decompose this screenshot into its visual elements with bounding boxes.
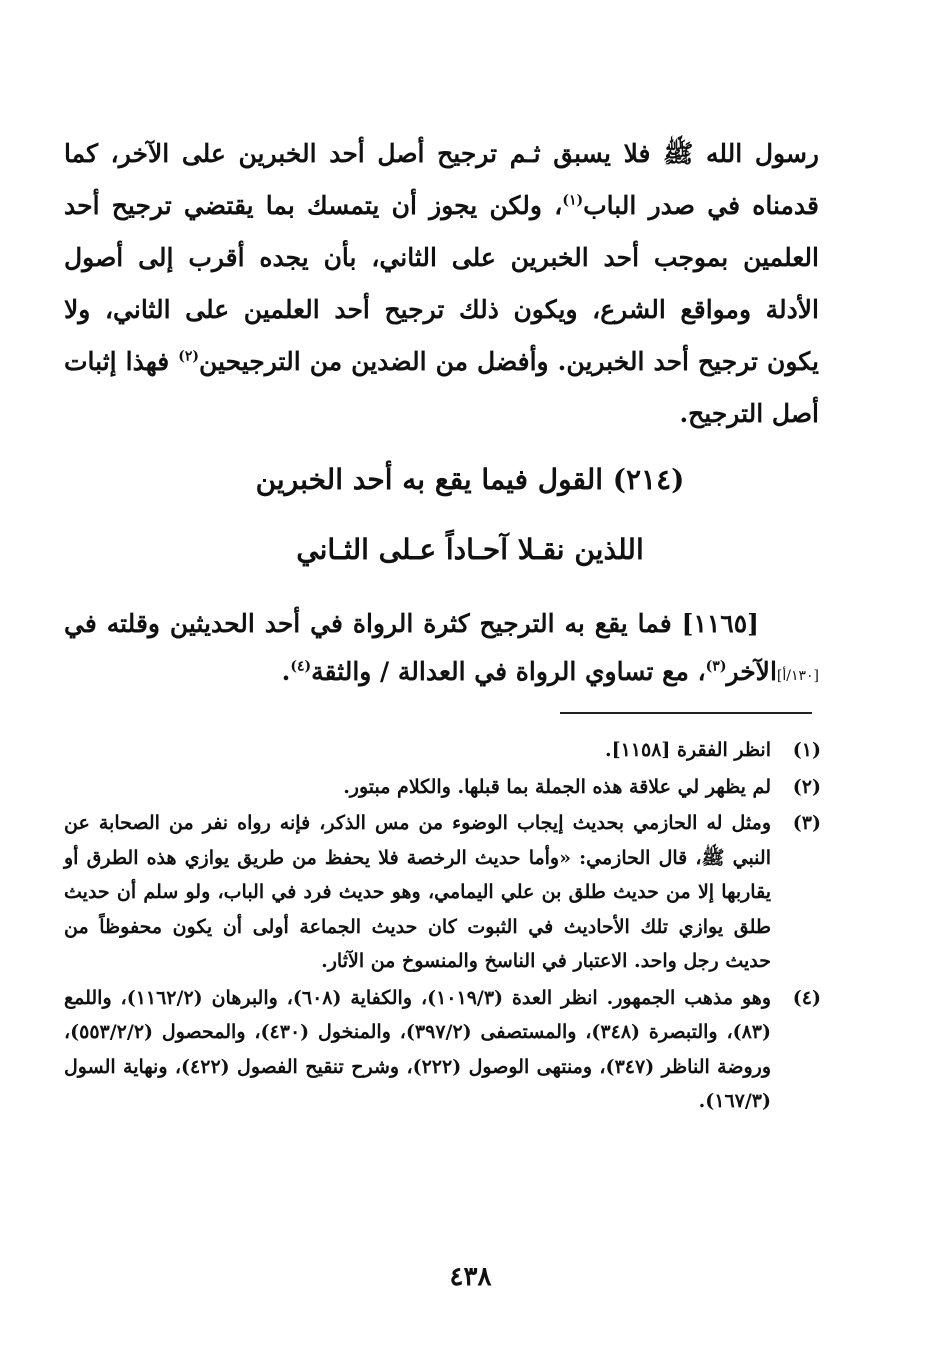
footnote-number: (٤) xyxy=(792,986,821,1009)
paragraph-text: الآخر xyxy=(726,657,777,686)
footnote-text: لم يظهر لي علاقة هذه الجملة بما قبلها. والكلام مبتور. xyxy=(343,775,771,798)
footnote-divider xyxy=(560,712,812,714)
footnote-text: انظر الفقرة [١١٥٨]. xyxy=(604,739,771,761)
main-paragraph xyxy=(64,128,819,440)
footnote-ref[interactable]: (٣) xyxy=(705,658,727,675)
footnote-ref[interactable]: (٤) xyxy=(290,658,312,675)
footnote-ref[interactable]: (٢) xyxy=(178,348,200,365)
paragraph-text: ، مع تساوي الرواة في العدالة / والثقة xyxy=(311,657,706,686)
page-number: ٤٣٨ xyxy=(449,1262,492,1292)
section-paragraph xyxy=(64,600,819,700)
footnote-number: (٢) xyxy=(792,775,821,798)
manuscript-folio-ref: [١٣٠/أ] xyxy=(776,668,819,684)
footnote-item xyxy=(64,981,821,1119)
footnote-item xyxy=(64,770,821,805)
paragraph-number: [١١٦٥] xyxy=(681,609,759,638)
footnote-item xyxy=(64,806,821,979)
section-heading: (٢١٤) القول فيما يقع به أحد الخبرين xyxy=(255,463,685,496)
paragraph-text: فما يقع به الترجيح كثرة الرواة في أحد الحديثين وقلته في xyxy=(64,609,682,638)
paragraph-text: ، ولكن يجوز أن يتمسك بما يقتضي ترجيح أحد العلمين بموجب أحد الخبرين على الثاني، بأن يجده أقرب إلى أصول الأدلة ومواقع الشرع، ويكون ذلك ترجيح أحد العلمين على الثاني، ولا يكون ترجيح أحد الخبرين. وأفضل من الضدين من الترجيحين xyxy=(64,191,819,376)
section-subheading: اللذين نقـلا آحـاداً عـلى الثـاني xyxy=(296,533,644,566)
footnotes xyxy=(64,733,821,1121)
footnote-text: وهو مذهب الجمهور. انظر العدة (١٠١٩/٣)، والكفاية (٦٠٨)، والبرهان (١١٦٢/٢)، واللمع (٨٣)، والتبصرة (٣٤٨)، والمستصفى (٣٩٧/٢)، والمنخول (٤٣٠)، والمحصول (٥٥٣/٢/٢)، وروضة الناظر (٣٤٧)، ومنتهى الوصول (٢٢٢)، وشرح تنقيح الفصول (٤٢٢)، ونهاية السول (١٦٧/٣). xyxy=(64,986,771,1112)
footnote-ref[interactable]: (١) xyxy=(562,192,584,209)
footnote-number: (١) xyxy=(792,739,821,761)
footnote-text: ومثل له الحازمي بحديث إيجاب الوضوء من مس الذكر، فإنه رواه نفر من الصحابة عن النبي ﷺ، قال الحازمي: «وأما حديث الرخصة فلا يحفظ من طريق يوازي هذه الطرق أو يقاربها إلا من حديث طلق بن علي اليمامي، وهو حديث فرد في الباب، ولو سلم أن حديث طلق يوازي تلك الأحاديث في الثبوت كان حديث الجماعة أولى أن يكون محفوظاً من حديث رجل واحد. الاعتبار في الناسخ والمنسوخ من الآثار. xyxy=(64,812,771,972)
paragraph-text: فهذا إثبات أصل الترجيح. xyxy=(64,347,819,428)
footnote-number: (٣) xyxy=(792,812,821,834)
paragraph-text: . xyxy=(281,657,291,686)
paragraph-text: رسول الله ﷺ فلا يسبق ثـم ترجيح أصل أحد الخبرين على الآخر، كما قدمناه في صدر الباب xyxy=(64,139,819,220)
footnote-item xyxy=(64,733,821,768)
